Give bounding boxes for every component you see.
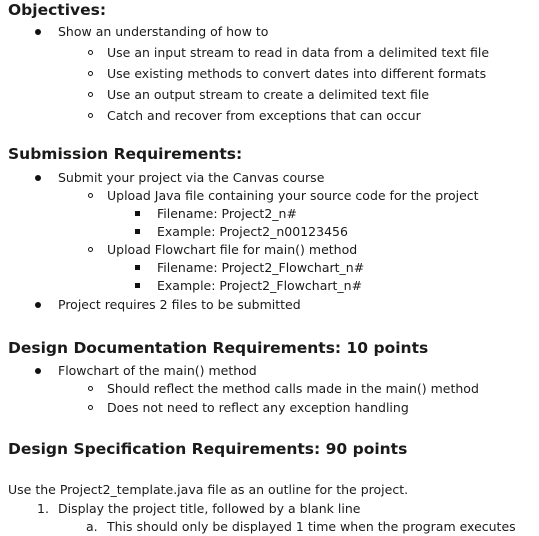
step-number: 1. [37, 501, 49, 516]
submission-flowchart-file: Upload Flowchart file for main() method [107, 242, 358, 257]
design-doc-item: Should reflect the method calls made in the main() method [107, 381, 479, 396]
bullet-disc [35, 368, 41, 374]
objective-item: Use an output stream to create a delimited text file [107, 87, 430, 102]
submission-java-filename: Filename: Project2_n# [157, 206, 297, 221]
bullet-square [135, 211, 140, 216]
bullet-square [135, 265, 140, 270]
submission-flowchart-example: Example: Project2_Flowchart_n# [157, 278, 363, 293]
bullet-circle [88, 50, 93, 55]
bullet-square [135, 229, 140, 234]
objective-item: Use existing methods to convert dates into different formats [107, 66, 487, 81]
design-doc-flowchart: Flowchart of the main() method [58, 363, 257, 378]
bullet-circle [88, 247, 93, 252]
bullet-circle [88, 71, 93, 76]
submission-heading: Submission Requirements: [8, 145, 243, 163]
bullet-circle [88, 405, 93, 410]
bullet-square [135, 283, 140, 288]
design-spec-step1: Display the project title, followed by a blank line [58, 501, 361, 516]
submission-count: Project requires 2 files to be submitted [58, 297, 301, 312]
submission-submit: Submit your project via the Canvas course [58, 170, 325, 185]
design-spec-intro: Use the Project2_template.java file as an outline for the project. [8, 482, 409, 497]
design-spec-heading: Design Specification Requirements: 90 points [8, 440, 408, 458]
bullet-circle [88, 92, 93, 97]
objective-item: Catch and recover from exceptions that can occur [107, 108, 421, 123]
bullet-disc [35, 175, 41, 181]
bullet-disc [35, 29, 41, 35]
submission-java-example: Example: Project2_n00123456 [157, 224, 348, 239]
objectives-intro: Show an understanding of how to [58, 24, 269, 39]
design-spec-step1a: This should only be displayed 1 time when the program executes [107, 519, 516, 534]
submission-java-file: Upload Java file containing your source code for the project [107, 188, 479, 203]
design-doc-heading: Design Documentation Requirements: 10 points [8, 339, 429, 357]
bullet-disc [35, 302, 41, 308]
design-doc-item: Does not need to reflect any exception handling [107, 400, 409, 415]
objective-item: Use an input stream to read in data from a delimited text file [107, 45, 490, 60]
step-letter: a. [86, 519, 98, 534]
bullet-circle [88, 386, 93, 391]
bullet-circle [88, 193, 93, 198]
objectives-heading: Objectives: [8, 1, 107, 19]
submission-flowchart-filename: Filename: Project2_Flowchart_n# [157, 260, 365, 275]
bullet-circle [88, 113, 93, 118]
